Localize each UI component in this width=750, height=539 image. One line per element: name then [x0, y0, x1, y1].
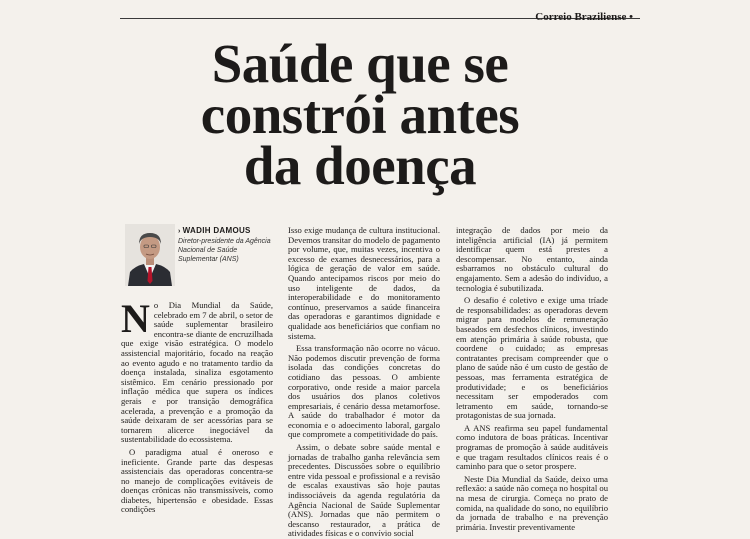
article-paragraph: O paradigma atual é oneroso e ineficiente. Grande parte das despesas assistenciais das operadoras concentra-se no manejo de complicações evitáveis de doenças crônicas não transmissíveis, como diabetes, hipertensão e obesidade. Essas condições	[121, 446, 273, 515]
article-paragraph: O desafio é coletivo e exige uma tríade de responsabilidades: as operadoras devem migrar para modelos de remuneração baseados em desfechos clínicos, investindo em atenção primária à saúde robusta, que coordene o cuidado; as empresas contratantes precisam compreender que o plano de saúde não é um custo de gestão de pessoas, mas ferramenta estratégica de produtividade; e os beneficiários necessitam ser empoderados com letramento em saúde, tornando-se protagonistas de sua jornada.	[456, 295, 608, 421]
article-paragraph: Isso exige mudança de cultura institucional. Devemos transitar do modelo de pagamento por volume, que, muitas vezes, incentiva o excesso de exames desnecessários, para a lógica de geração de valor em saúde. Quando antecipamos riscos por meio do uso inteligente de dados, da interoperabilidade e do monitoramento contínuo, preservamos a saúde financeira das operadoras e garantimos dignidade e qualidade aos beneficiários que confiam no sistema.	[288, 225, 440, 341]
masthead: Correio Braziliense •	[535, 11, 633, 23]
article-paragraph: A ANS reafirma seu papel fundamental como indutora de boas práticas. Incentivar programas de promoção à saúde auditáveis e que tragam resultados clínicos reais é o caminho para que o setor prospere.	[456, 422, 608, 472]
article-paragraph: integração de dados por meio da inteligência artificial (IA) já permitem identificar quem está prestes a descompensar. No entanto, ainda esbarramos no obstáculo cultural do engajamento. Sem a adesão do indivíduo, a tecnologia é subutilizada.	[456, 225, 608, 293]
author-name	[178, 225, 274, 237]
author-photo	[125, 224, 175, 286]
article-column-1	[121, 296, 273, 515]
drop-cap: N	[121, 296, 150, 341]
author-role: Diretor-presidente da Agência Nacional de Saúde Suplementar (ANS)	[178, 238, 271, 263]
article-column-3	[456, 225, 609, 532]
article-paragraph: Essa transformação não ocorre no vácuo. Não podemos discutir prevenção de forma isolada das condições concretas do cotidiano das pessoas. O ambiente corporativo, onde reside a maior parcela dos usuários dos planos coletivos empresariais, é cenário dessa metamorfose. A saúde do trabalhador é motor da economia e o adoecimento laboral, gargalo que compromete a competitividade do país.	[288, 343, 440, 440]
article-paragraph: Assim, o debate sobre saúde mental e jornadas de trabalho ganha relevância sem precedentes. Discussões sobre o equilíbrio entre vida pessoal e profissional e a revisão de escalas exaustivas são hoje pautas indissociáveis da agenda regulatória da Agência Nacional de Saúde Suplementar (ANS). Jornadas que não permitem o descanso restaurador, a prática de atividades físicas e o convívio social	[288, 442, 440, 539]
headline-line: Saúde que se	[211, 33, 509, 94]
headline-line: constrói antes	[200, 84, 520, 145]
author-box	[178, 225, 274, 264]
paragraph-text: o Dia Mundial da Saúde, celebrado em 7 de abril, o setor de saúde suplementar brasileiro encontra-se diante de encruzilhada que exige visão estratégica. O modelo assistencial majoritário, focado na reação ao evento agudo e no tratamento tardio da doença instalada, sinaliza esgotamento sistêmico. Em cenário pressionado por inflação médica que supera os índices gerais e por transição demográfica acelerada, a prevenção e a promoção da saúde deixaram de ser acessórias para se tornarem alicerce inegociável da sustentabilidade do ecossistema.	[121, 300, 273, 445]
headline	[160, 33, 560, 196]
article-paragraph	[121, 296, 273, 445]
article-column-2	[288, 225, 440, 539]
author-name-text: WADIH DAMOUS	[182, 226, 251, 235]
article-paragraph: Neste Dia Mundial da Saúde, deixo uma reflexão: a saúde não começa no hospital ou na mesa de cirurgia. Começa no prato de comida, na qualidade do sono, no equilíbrio da jornada de trabalho e na prevenção primária. Investir preventivamente	[456, 473, 609, 532]
headline-line: da doença	[243, 135, 477, 196]
chevron-right-icon: ›	[178, 228, 181, 235]
